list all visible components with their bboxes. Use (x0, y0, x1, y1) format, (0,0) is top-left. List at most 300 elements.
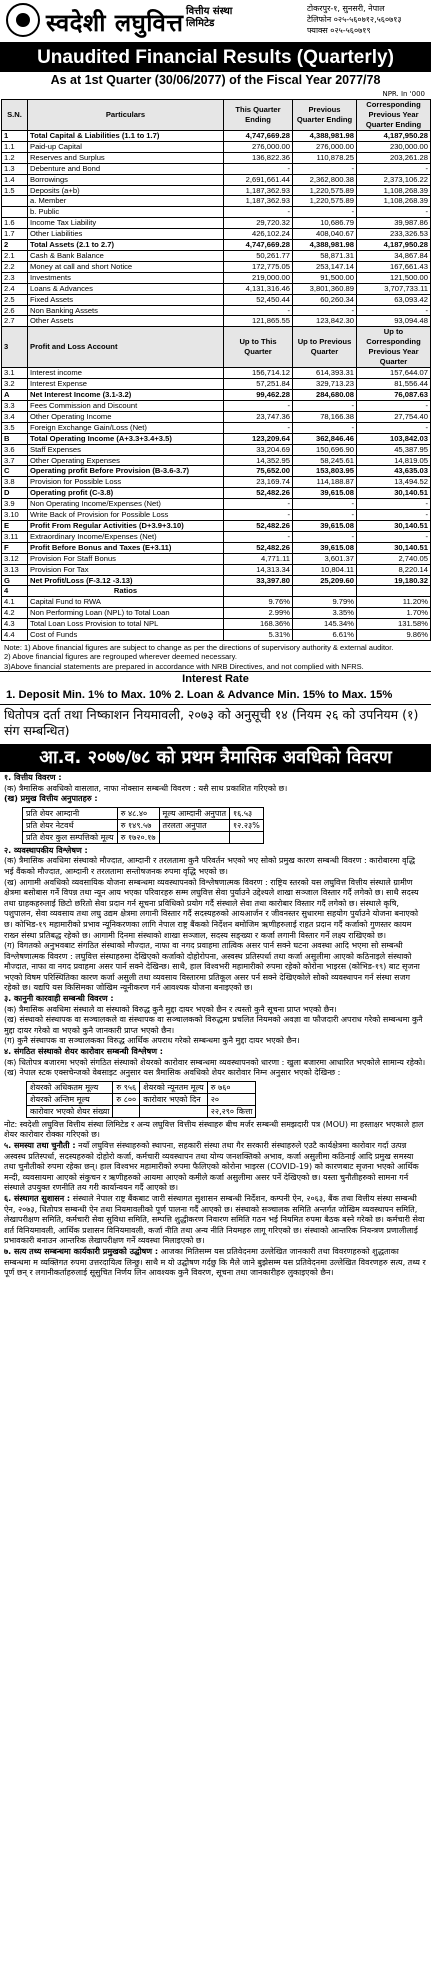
row-particular: Investments (28, 272, 224, 283)
row-sn: F (2, 542, 28, 553)
row-corresponding-quarter: 13,494.52 (357, 477, 431, 488)
row-sn: 3 (2, 327, 28, 368)
section-4-b: (ख) नेपाल स्टक एक्सचेन्जको वेबसाइट अनुसार यस त्रैमासिक अवधिको शेयर कारोवार निम्न अनुसार भएको देखिन्छ : (4, 1068, 341, 1078)
row-particular: Profit Before Bonus and Taxes (E+3.11) (28, 542, 224, 553)
row-corresponding-quarter: 230,000.00 (357, 141, 431, 152)
row-particular: Ratios (28, 586, 224, 597)
share-value: २० (207, 1093, 256, 1105)
header (0, 0, 431, 44)
key-ratios-table (22, 807, 264, 844)
row-particular: Cash & Bank Balance (28, 250, 224, 261)
row-particular: a. Member (28, 196, 224, 207)
row-previous-quarter: - (293, 510, 357, 521)
row-sn: 2.5 (2, 294, 28, 305)
row-corresponding-quarter: - (357, 305, 431, 316)
row-particular: Other Operating Income (28, 411, 224, 422)
row-previous-quarter: 39,615.08 (293, 488, 357, 499)
table-row (2, 411, 431, 422)
table-row (2, 261, 431, 272)
row-particular: Provision for Possible Loss (28, 477, 224, 488)
row-this-quarter: 9.76% (224, 597, 293, 608)
row-previous-quarter: - (293, 163, 357, 174)
table-row (2, 368, 431, 379)
section-3-c: (ग) कुनै संस्थापक वा सञ्चालकका विरुद्ध आर्थिक अपराध गरेको सम्बन्धमा कुनै मुद्दा दायर भएको छैन। (4, 1036, 300, 1046)
row-particular: Write Back of Provision for Possible Loss (28, 510, 224, 521)
table-row (2, 488, 431, 499)
row-corresponding-quarter: 39,987.86 (357, 218, 431, 229)
company-logo (6, 3, 40, 37)
table-row (2, 185, 431, 196)
row-corresponding-quarter: - (357, 401, 431, 412)
note-2: 2) Above financial figures are regrouped wherever deemed necessary. (4, 652, 237, 662)
row-previous-quarter: 58,871.31 (293, 250, 357, 261)
row-corresponding-quarter: - (357, 510, 431, 521)
row-previous-quarter: 276,000.00 (293, 141, 357, 152)
row-sn: 4.3 (2, 619, 28, 630)
row-particular: b. Public (28, 207, 224, 218)
table-row (2, 152, 431, 163)
table-row (2, 455, 431, 466)
row-corresponding-quarter: 76,087.63 (357, 390, 431, 401)
ratio-value (230, 831, 264, 843)
row-this-quarter: - (224, 422, 293, 433)
table-row (2, 327, 431, 368)
note-1: Note: 1) Above financial figures are subject to change as per the directions of supervisory authority & external auditor. (4, 642, 394, 652)
table-row (27, 1081, 256, 1093)
ratio-value: १६.५३ (230, 807, 264, 819)
section-7 (4, 1247, 427, 1279)
row-this-quarter: Up to This Quarter (224, 327, 293, 368)
row-corresponding-quarter: 43,635.03 (357, 466, 431, 477)
row-this-quarter: 219,000.00 (224, 272, 293, 283)
brand-name: स्वदेशी लघुवित्त (46, 9, 184, 37)
table-body (2, 131, 431, 641)
table-row (2, 531, 431, 542)
row-previous-quarter: 4,388,981.98 (293, 131, 357, 142)
table-row (2, 250, 431, 261)
ratio-label (159, 831, 229, 843)
share-label: कारोवार भएको दिन (140, 1093, 208, 1105)
row-corresponding-quarter: 1,108,268.39 (357, 196, 431, 207)
notes (0, 641, 431, 671)
row-this-quarter: 14,352.95 (224, 455, 293, 466)
nepali-disclosure (0, 773, 431, 1279)
row-previous-quarter: 123,842.30 (293, 316, 357, 327)
row-sn: 4.4 (2, 630, 28, 641)
row-sn: 3.9 (2, 499, 28, 510)
row-corresponding-quarter: 203,261.28 (357, 152, 431, 163)
share-value: रु ७६० (207, 1081, 256, 1093)
row-corresponding-quarter: 9.86% (357, 630, 431, 641)
row-previous-quarter: 362,846.46 (293, 433, 357, 444)
contact-info (307, 3, 427, 36)
table-row (27, 1105, 256, 1117)
table-row (2, 131, 431, 142)
row-previous-quarter: 614,393.31 (293, 368, 357, 379)
row-previous-quarter: 145.34% (293, 619, 357, 630)
section-1-b: (ख) प्रमुख वित्तीय अनुपातहरु : (4, 794, 98, 804)
table-row (2, 174, 431, 185)
row-sn: 3.4 (2, 411, 28, 422)
section-4-heading: ४. संगठित संस्थाको शेयर कारोवार सम्बन्धी विश्लेषण : (4, 1047, 163, 1057)
row-corresponding-quarter: 30,140.51 (357, 521, 431, 532)
row-previous-quarter: 91,500.00 (293, 272, 357, 283)
row-sn (2, 207, 28, 218)
row-particular: Other Assets (28, 316, 224, 327)
section-1-heading: १. वित्तीय विवरण : (4, 772, 62, 782)
row-sn: 3.6 (2, 444, 28, 455)
row-particular: Profit and Loss Account (28, 327, 224, 368)
row-particular: Interest Expense (28, 379, 224, 390)
row-particular: Operating profit (C-3.8) (28, 488, 224, 499)
row-sn: 2.1 (2, 250, 28, 261)
table-row (2, 586, 431, 597)
row-this-quarter: 23,747.36 (224, 411, 293, 422)
row-this-quarter: 136,822.36 (224, 152, 293, 163)
table-row (2, 379, 431, 390)
row-corresponding-quarter: 167,661.43 (357, 261, 431, 272)
row-corresponding-quarter: 121,500.00 (357, 272, 431, 283)
row-sn: A (2, 390, 28, 401)
table-row (2, 499, 431, 510)
row-particular: Net Profit/Loss (F-3.12 -3.13) (28, 575, 224, 586)
row-this-quarter: 4,747,669.28 (224, 131, 293, 142)
row-corresponding-quarter: 30,140.51 (357, 488, 431, 499)
row-corresponding-quarter: 19,180.32 (357, 575, 431, 586)
row-corresponding-quarter: 27,754.40 (357, 411, 431, 422)
row-sn: 2.4 (2, 283, 28, 294)
row-corresponding-quarter: - (357, 163, 431, 174)
row-this-quarter: 52,482.26 (224, 521, 293, 532)
contact-address: टोकरपुर-१, सुनसरी, नेपाल (307, 4, 385, 13)
row-corresponding-quarter: 34,867.84 (357, 250, 431, 261)
ratio-value: रु ४८.४० (117, 807, 159, 819)
row-this-quarter: 75,652.00 (224, 466, 293, 477)
row-sn: 2.2 (2, 261, 28, 272)
row-this-quarter: 99,462.28 (224, 390, 293, 401)
col-header-corresponding-quarter: Corresponding Previous Year Quarter Ending (357, 100, 431, 131)
col-header-particulars: Particulars (28, 100, 224, 131)
row-previous-quarter (293, 586, 357, 597)
ratio-value: रु १७२०.१७ (117, 831, 159, 843)
ratio-label: प्रति शेयर कुल सम्पत्तिको मूल्य (23, 831, 118, 843)
row-this-quarter: 33,397.80 (224, 575, 293, 586)
row-previous-quarter: 114,188.87 (293, 477, 357, 488)
row-particular: Total Operating Income (A+3.3+3.4+3.5) (28, 433, 224, 444)
row-corresponding-quarter: Up to Corresponding Previous Year Quarter (357, 327, 431, 368)
table-row (2, 477, 431, 488)
share-label: कारोवार भएको शेयर संख्या (27, 1105, 113, 1117)
section-5-text: नयाँ लघुवित्त संस्थाहरुको स्थापना, सहकारी संस्था तथा गैर सरकारी संस्थाहरुले एउटै कार्यक्षेत्रमा कारोवार गर्दा उत्पन्न अस्वस्थ प्रतिस्पर्धा, सदस्यहरुको दोहोरो कर्जा, कर्मचारी व्यवस्थापन तथा योग्य जनशक्तिको अभाव, कर्जा असुलीमा कठिनाई आदि प्रमुख समस्या तथा चुनौतीको रुपमा रहेका छन्। हाल विश्वभर महामारीको रुपमा फैलिएको कोरोना भाइरस (COVID-19) को कारणबाट सृजना भएको आर्थिक मन्दी, व्यवसायमा आएको संकुचन र ऋणीहरुको आयमा आएको कमीले कर्जा असुलीमा असर पर्ने देखिएको छ। यस्ता चुनौतीहरुको सामना गर्न संस्थाले उपयुक्त रणनीति तय गरी कार्यान्वयन गर्दै आएको छ। (4, 1141, 419, 1193)
row-particular: Income Tax Liability (28, 218, 224, 229)
brand-subtitle: वित्तीय संस्था लिमिटेड (186, 6, 233, 29)
row-sn: 3.11 (2, 531, 28, 542)
row-this-quarter: 14,313.34 (224, 564, 293, 575)
row-this-quarter: 123,209.64 (224, 433, 293, 444)
section-5 (4, 1141, 427, 1194)
quarterly-report-title-nepali: आ.व. २०७७/७८ को प्रथम त्रैमासिक अवधिको विवरण (0, 744, 431, 772)
row-previous-quarter: Up to Previous Quarter (293, 327, 357, 368)
row-previous-quarter: 10,686.79 (293, 218, 357, 229)
section-7-text: आजका मितिसम्म यस प्रतिवेदनमा उल्लेखित जानकारी तथा विवरणहरुको शुद्धताका सम्बन्धमा म व्यक्तिगत रुपमा उत्तरदायित्व लिन्छु। साथै म यो उद्घोषण गर्दछु कि मैले जाने बुझेसम्म यस प्रतिवेदनमा उल्लेखित विवरणहरु सत्य, तथ्य र पूर्ण छन् र लगानीकर्ताहरुलाई सूसुचित निर्णय लिन आवश्यक कुनै विवरण, सूचना तथा जानकारीहरु लुकाइएको छैन। (4, 1246, 426, 1278)
row-sn: 2.6 (2, 305, 28, 316)
row-previous-quarter: - (293, 401, 357, 412)
row-corresponding-quarter: 103,842.03 (357, 433, 431, 444)
share-value: रु ९५६ (113, 1081, 140, 1093)
table-row (2, 141, 431, 152)
row-this-quarter: 4,747,669.28 (224, 240, 293, 251)
row-this-quarter: 1,187,362.93 (224, 196, 293, 207)
report-period: As at 1st Quarter (30/06/2077) of the Fiscal Year 2077/78 (50, 73, 381, 87)
row-corresponding-quarter: 14,819.05 (357, 455, 431, 466)
row-sn: 3.7 (2, 455, 28, 466)
ratio-label: मूल्य आम्दानी अनुपात (159, 807, 229, 819)
row-corresponding-quarter: - (357, 207, 431, 218)
row-sn (2, 196, 28, 207)
section-6-heading: ६. संस्थागत सुशासन : (4, 1193, 71, 1203)
ratio-label: तरलता अनुपात (159, 819, 229, 831)
table-row (2, 390, 431, 401)
row-this-quarter: 4,771.11 (224, 553, 293, 564)
table-row (2, 305, 431, 316)
table-row (2, 196, 431, 207)
row-this-quarter: 276,000.00 (224, 141, 293, 152)
row-this-quarter: 50,261.77 (224, 250, 293, 261)
ratio-value: रु १४९.५७ (117, 819, 159, 831)
row-this-quarter: 5.31% (224, 630, 293, 641)
table-row (2, 218, 431, 229)
row-particular: Other Liabilities (28, 229, 224, 240)
row-previous-quarter: - (293, 531, 357, 542)
table-row (23, 831, 264, 843)
row-previous-quarter: 6.61% (293, 630, 357, 641)
section-5-heading: ५. समस्या तथा चुनौती : (4, 1141, 76, 1150)
table-row (2, 163, 431, 174)
table-row (2, 229, 431, 240)
row-particular: Non Banking Assets (28, 305, 224, 316)
row-previous-quarter: 110,878.25 (293, 152, 357, 163)
row-sn: 3.13 (2, 564, 28, 575)
row-this-quarter: 156,714.12 (224, 368, 293, 379)
section-3-b: (ख) संस्थाको संस्थापक वा सञ्चालकले वा संस्थापक वा सञ्चालकको विरुद्धमा प्रचलित नियमको अवज्ञा वा फौजदारी अपराध गरेको सम्बन्धमा कुनै मुद्दा दायर गरेको वा भएको कुनै जानकारी प्राप्त भएको छैन। (4, 1015, 423, 1035)
row-particular: Total Capital & Liabilities (1.1 to 1.7) (28, 131, 224, 142)
table-row (2, 608, 431, 619)
table-row (2, 521, 431, 532)
row-this-quarter: 1,187,362.93 (224, 185, 293, 196)
table-row (2, 564, 431, 575)
table-row (2, 510, 431, 521)
section-2-heading: २. व्यवस्थापकीय विश्लेषण : (4, 845, 88, 855)
row-corresponding-quarter: 3,707,733.11 (357, 283, 431, 294)
section-4-a: (क) धितोपत्र बजारमा भएको संगठित संस्थाको शेयरको कारोवार सम्बन्धमा व्यवस्थापनको धारणा : खुला बजारमा आधारित भएकोले सामान्य रहेको। (4, 1057, 426, 1067)
row-previous-quarter: - (293, 422, 357, 433)
row-sn: 1 (2, 131, 28, 142)
row-particular: Reserves and Surplus (28, 152, 224, 163)
row-corresponding-quarter: 2,740.05 (357, 553, 431, 564)
section-3-heading: ३. कानुनी कारवाही सम्बन्धी विवरण : (4, 994, 114, 1004)
row-particular: Total Loan Loss Provision to total NPL (28, 619, 224, 630)
table-row (2, 207, 431, 218)
row-corresponding-quarter (357, 586, 431, 597)
row-sn: 3.10 (2, 510, 28, 521)
row-corresponding-quarter: 81,556.44 (357, 379, 431, 390)
row-previous-quarter: 408,040.67 (293, 229, 357, 240)
row-particular: Non Performing Loan (NPL) to Total Loan (28, 608, 224, 619)
row-previous-quarter: 10,804.11 (293, 564, 357, 575)
share-trading-table (26, 1081, 256, 1118)
row-this-quarter: - (224, 510, 293, 521)
row-previous-quarter: - (293, 499, 357, 510)
table-row (23, 807, 264, 819)
row-corresponding-quarter: 131.58% (357, 619, 431, 630)
row-previous-quarter: 253,147.14 (293, 261, 357, 272)
row-corresponding-quarter: 1,108,268.39 (357, 185, 431, 196)
contact-phone: टेलिफोन ०२५-५६०७१२,५६०७१३ (307, 15, 402, 24)
interest-rate-title: Interest Rate (0, 671, 431, 686)
row-this-quarter: 4,131,316.46 (224, 283, 293, 294)
row-sn: 3.8 (2, 477, 28, 488)
ratio-label: प्रति शेयर आम्दानी (23, 807, 118, 819)
row-this-quarter: 2,691,661.44 (224, 174, 293, 185)
row-this-quarter: - (224, 531, 293, 542)
row-sn: 1.2 (2, 152, 28, 163)
share-value: रु ८०० (113, 1093, 140, 1105)
row-corresponding-quarter: - (357, 499, 431, 510)
row-corresponding-quarter: 11.20% (357, 597, 431, 608)
row-corresponding-quarter: 2,373,106.22 (357, 174, 431, 185)
row-particular: Borrowings (28, 174, 224, 185)
row-previous-quarter: 153,803.95 (293, 466, 357, 477)
row-particular: Operating profit Before Provision (B-3.6-3.7) (28, 466, 224, 477)
share-label (140, 1105, 208, 1117)
section-1-a: (क) त्रैमासिक अवधिको वासलात, नाफा नोक्सान सम्बन्धी विवरण : यसै साथ प्रकाशित गरिएको छ। (4, 783, 288, 793)
share-label: शेयरको न्यूनतम मूल्य (140, 1081, 208, 1093)
row-sn: 1.7 (2, 229, 28, 240)
row-corresponding-quarter: - (357, 422, 431, 433)
row-this-quarter: 121,865.55 (224, 316, 293, 327)
table-row (2, 466, 431, 477)
section-7-heading: ७. सत्य तथ्य सम्बन्धमा कार्यकारी प्रमुखको उद्घोषण : (4, 1246, 159, 1256)
row-corresponding-quarter: - (357, 531, 431, 542)
row-previous-quarter: 58,245.61 (293, 455, 357, 466)
row-this-quarter: 52,482.26 (224, 542, 293, 553)
row-sn: 2.3 (2, 272, 28, 283)
table-row (2, 401, 431, 412)
row-corresponding-quarter: 45,387.95 (357, 444, 431, 455)
row-sn: B (2, 433, 28, 444)
row-sn: 3.12 (2, 553, 28, 564)
table-row (2, 630, 431, 641)
row-corresponding-quarter: 157,644.07 (357, 368, 431, 379)
row-previous-quarter: 1,220,575.89 (293, 196, 357, 207)
row-previous-quarter: 4,388,981.98 (293, 240, 357, 251)
col-header-this-quarter: This Quarter Ending (224, 100, 293, 131)
row-corresponding-quarter: 63,093.42 (357, 294, 431, 305)
row-previous-quarter: 1,220,575.89 (293, 185, 357, 196)
row-particular: Money at call and short Notice (28, 261, 224, 272)
row-this-quarter: 29,720.32 (224, 218, 293, 229)
report-title: Unaudited Financial Results (Quarterly) (0, 44, 431, 72)
section-6 (4, 1194, 427, 1247)
row-particular: Provision For Tax (28, 564, 224, 575)
row-particular: Net Interest Income (3.1-3.2) (28, 390, 224, 401)
table-row (2, 444, 431, 455)
row-corresponding-quarter: 4,187,950.28 (357, 131, 431, 142)
col-header-sn: S.N. (2, 100, 28, 131)
row-corresponding-quarter: 30,140.51 (357, 542, 431, 553)
table-row (23, 819, 264, 831)
row-previous-quarter: 39,615.08 (293, 521, 357, 532)
note-3: 3)Above financial statements are prepared in accordance with NRB Directives, and not complied with NFRS. (4, 661, 364, 671)
row-previous-quarter: 25,209.60 (293, 575, 357, 586)
row-particular: Interest income (28, 368, 224, 379)
row-sn: 4 (2, 586, 28, 597)
row-sn: 1.5 (2, 185, 28, 196)
regulation-reference: धितोपत्र दर्ता तथा निष्काशन नियमावली, २०७३ को अनुसूची १४ (नियम २६ को उपनियम (१) संग सम्बन्धित) (4, 706, 419, 738)
row-sn: 2.7 (2, 316, 28, 327)
row-sn: 4.1 (2, 597, 28, 608)
section-3-a: (क) त्रैमासिक अवधिमा संस्थाले वा संस्थाको विरुद्ध कुनै मुद्दा दायर भएको छैन र त्यस्तो कुनै सूचना प्राप्त भएको छैन। (4, 1004, 337, 1014)
row-sn: 2 (2, 240, 28, 251)
row-sn: 4.2 (2, 608, 28, 619)
table-row (2, 294, 431, 305)
ratio-label: प्रति शेयर नेटवर्थ (23, 819, 118, 831)
ratio-value: १२.२३% (230, 819, 264, 831)
row-particular: Fixed Assets (28, 294, 224, 305)
share-label: शेयरको अन्तिम मूल्य (27, 1093, 113, 1105)
table-row (2, 553, 431, 564)
row-particular: Foreign Exchange Gain/Loss (Net) (28, 422, 224, 433)
row-previous-quarter: - (293, 207, 357, 218)
share-label: शेयरको अधिकतम मूल्य (27, 1081, 113, 1093)
row-particular: Fees Commission and Discount (28, 401, 224, 412)
table-row (2, 272, 431, 283)
row-previous-quarter: 150,696.90 (293, 444, 357, 455)
row-particular: Debenture and Bond (28, 163, 224, 174)
row-particular: Non Operating Income/Expenses (Net) (28, 499, 224, 510)
row-previous-quarter: 2,362,800.38 (293, 174, 357, 185)
row-corresponding-quarter: 8,220.14 (357, 564, 431, 575)
row-sn: 1.3 (2, 163, 28, 174)
row-this-quarter: - (224, 401, 293, 412)
row-previous-quarter: 3,601.37 (293, 553, 357, 564)
row-this-quarter: 57,251.84 (224, 379, 293, 390)
row-previous-quarter: 3.35% (293, 608, 357, 619)
row-previous-quarter: - (293, 305, 357, 316)
table-row (2, 597, 431, 608)
row-this-quarter: - (224, 163, 293, 174)
row-corresponding-quarter: 1.70% (357, 608, 431, 619)
row-previous-quarter: 39,615.08 (293, 542, 357, 553)
row-this-quarter: 168.36% (224, 619, 293, 630)
share-value: २२,२९० कित्ता (207, 1105, 256, 1117)
row-particular: Paid-up Capital (28, 141, 224, 152)
row-previous-quarter: 284,680.08 (293, 390, 357, 401)
row-this-quarter: - (224, 207, 293, 218)
table-row (2, 283, 431, 294)
row-sn: 1.1 (2, 141, 28, 152)
row-sn: 1.6 (2, 218, 28, 229)
share-value (113, 1105, 140, 1117)
row-previous-quarter: 329,713.23 (293, 379, 357, 390)
section-2-b: (ख) आगामी अवधिको व्यवसायिक योजना सम्बन्धमा व्यवस्थापनको विश्लेषणात्मक विवरण : राष्ट्रिय स्तरको यस लघुवित्त वित्तीय संस्थाले ग्रामीण क्षेत्रमा बसोबास गर्ने विपन्न तथा न्यून आय भएका परिवारहरु सम्म लघुवित्त सेवा पुर्याउने उद्देश्यले शाखा सञ्जाल विस्तार गर्दै लगेको छ। साथै सदस्य तथा ग्राहकहरुलाई छिटो छरितो सेवा प्रदान गर्न सूचना प्रविधिको प्रयोग गर्दै संस्थाले सेवा तथा कारोबार विस्तार गर्दै लगेको छ। संस्थाले कृषि, पशुपालन, सेवा व्यवसाय तथा लघु उद्यम क्षेत्रमा लगानी विस्तार गर्दै सदस्यहरुको आयआर्जन र जीवनस्तर सुधारमा सहयोग पुर्याउने योजना बनाएको छ। कोभिड-१९ महामारीको प्रभाव न्यूनिकरणका लागि नेपाल राष्ट्र बैंकको निर्देशन बमोजिम ऋणीहरुलाई राहत प्रदान गर्दै कर्जाको गुणस्तर कायम राख्न संस्था प्रतिबद्ध रहेको छ। आगामी दिनमा संस्थाको शाखा सञ्जाल, सदस्य सङ्ख्या र कर्जा लगानी विस्तार गर्ने लक्ष्य राखिएको छ। (4, 877, 419, 940)
row-this-quarter: 172,775.05 (224, 261, 293, 272)
row-sn: 3.1 (2, 368, 28, 379)
table-row (2, 619, 431, 630)
section-2-c: (ग) विगतको अनुभवबाट संगठित संस्थाको मौज्दात, नाफा वा नगद प्रवाहमा तात्विक असर पार्न सक्ने घटना अवस्था आदि भएमा सो सम्बन्धी विश्लेषणात्मक विवरण : लघुवित्त संस्थाहरुमा देखिएको कर्जाको दोहोरोपना, अस्वस्थ प्रतिस्पर्धा तथा कर्जा असुलीमा आएको कठिनाइले संस्थाको मौज्दात, नाफा वा नगद प्रवाहमा असर पार्न सक्ने देखिन्छ। साथै, हाल विश्वभरी महामारीको रुपमा रहेको कोरोना भाइरस (कोभिड-१९) बाट सृजना भएको विषम परिस्थितिका कारण कर्जा असुली तथा व्यवसाय विस्तारमा प्रतिकूल असर पर्न सक्ने देखिएकोले सोको व्यवस्थापन गर्न संस्था सजग रहेको छ। यद्यपि यस किसिमका जोखिम न्यूनीकरण गर्न आवश्यक योजना बनाइएको छ। (4, 941, 420, 993)
row-previous-quarter: 60,260.34 (293, 294, 357, 305)
row-this-quarter: - (224, 305, 293, 316)
